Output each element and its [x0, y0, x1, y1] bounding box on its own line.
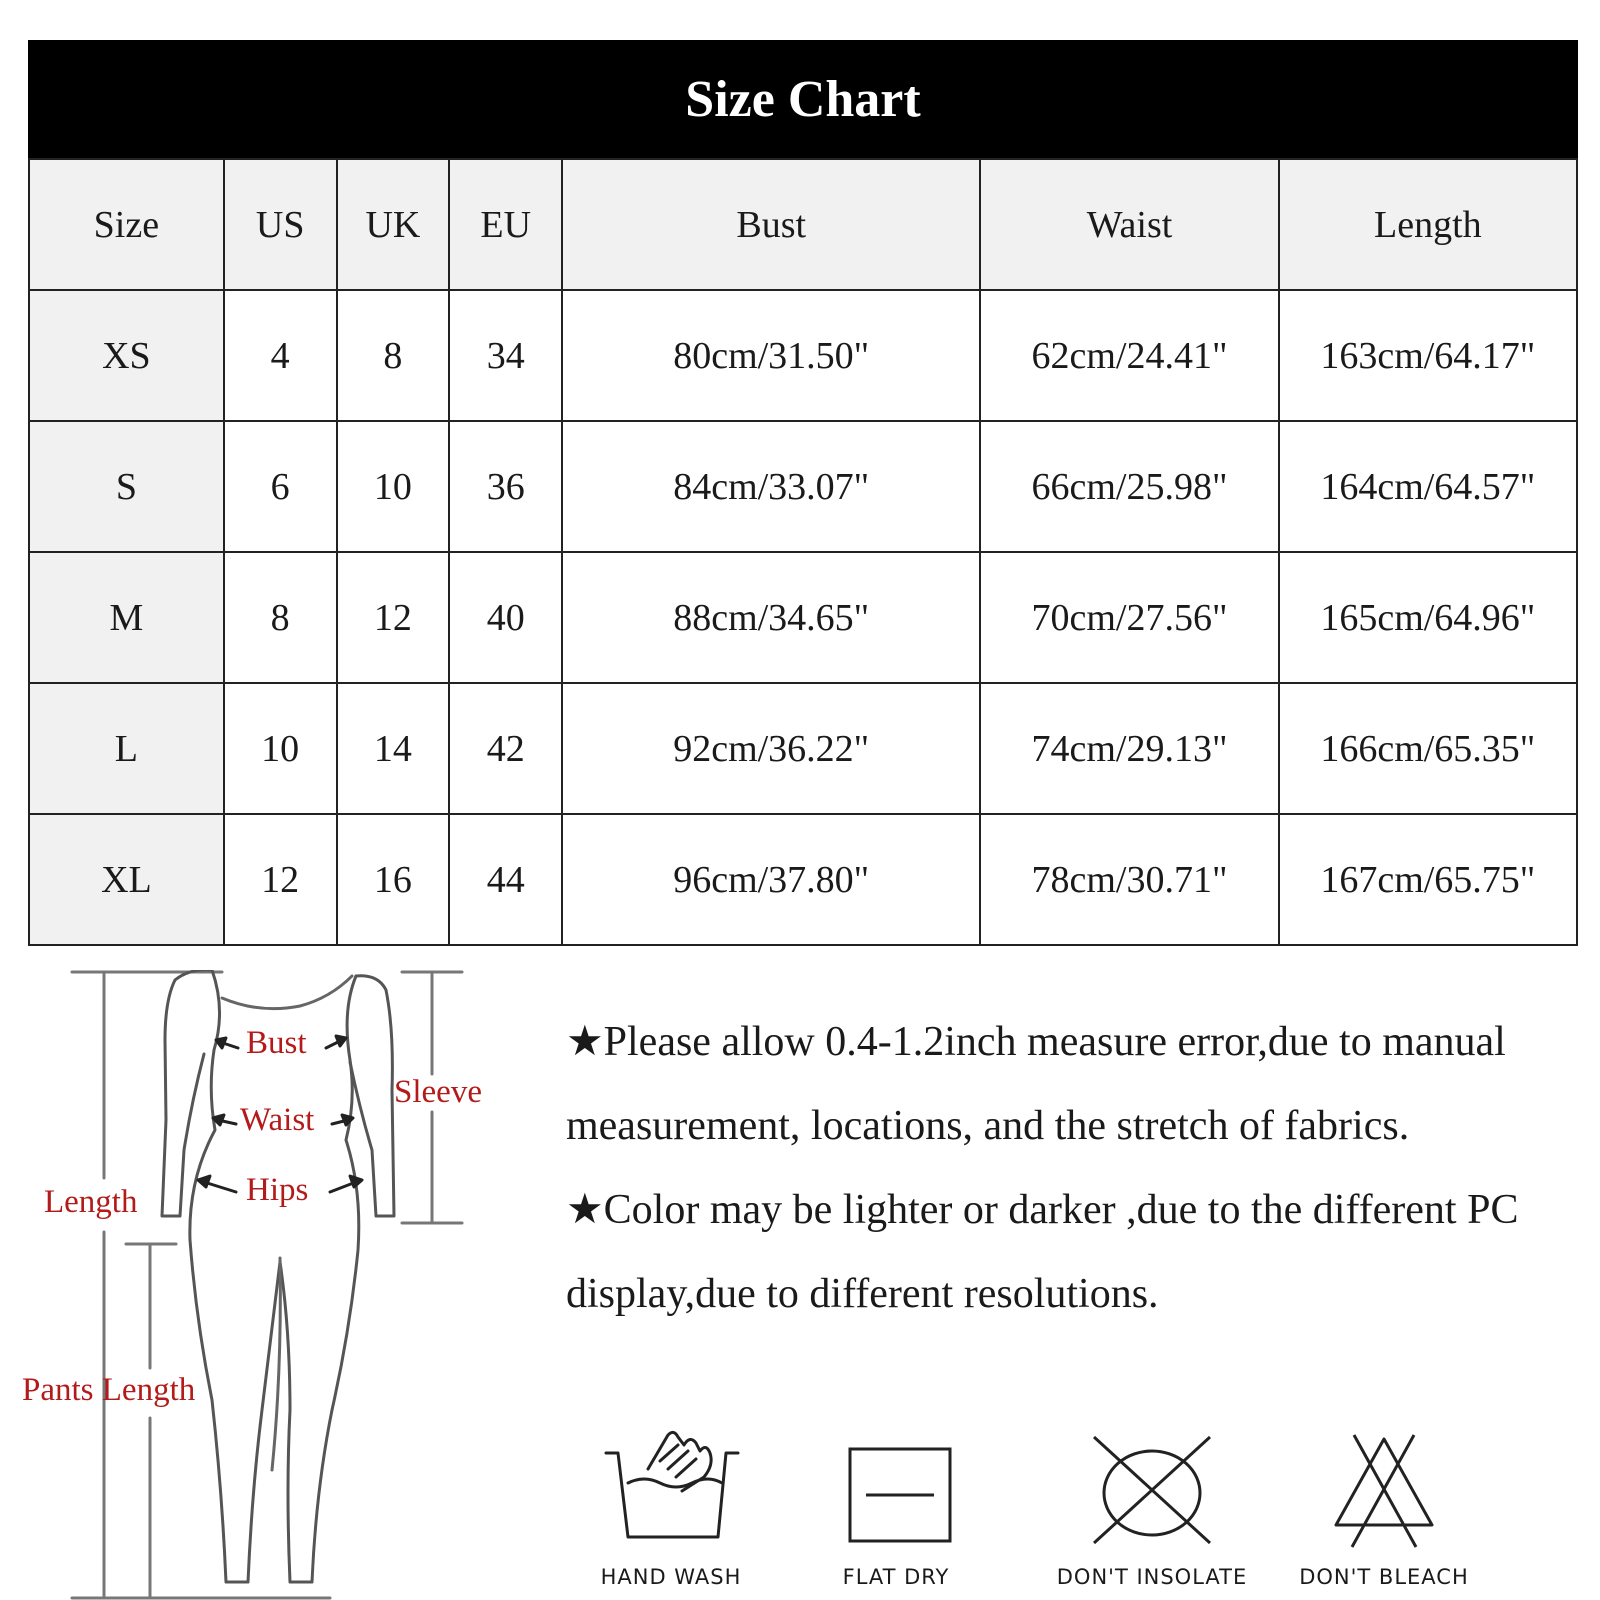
- table-row: [29, 683, 1577, 814]
- size-chart: [28, 40, 1578, 946]
- length-cell: 165cm/64.96": [1279, 552, 1577, 683]
- bust-cell: 88cm/34.65": [562, 552, 980, 683]
- color-note: ★Color may be lighter or darker ,due to the different PC display,due to different resolutions.: [566, 1187, 1519, 1317]
- size-cell: S: [29, 421, 224, 552]
- us-cell: 4: [224, 290, 337, 421]
- bust-label: Bust: [246, 1025, 307, 1061]
- eu-cell: 34: [449, 290, 562, 421]
- header-length: Length: [1279, 159, 1577, 290]
- length-cell: 163cm/64.17": [1279, 290, 1577, 421]
- header-bust: Bust: [562, 159, 980, 290]
- dont-bleach-label: DON'T BLEACH: [1299, 1565, 1469, 1589]
- hand-wash-icon: [586, 1425, 756, 1555]
- eu-cell: 40: [449, 552, 562, 683]
- eu-cell: 42: [449, 683, 562, 814]
- bust-cell: 92cm/36.22": [562, 683, 980, 814]
- header-us: US: [224, 159, 337, 290]
- eu-cell: 36: [449, 421, 562, 552]
- bust-cell: 96cm/37.80": [562, 814, 980, 945]
- waist-cell: 62cm/24.41": [980, 290, 1278, 421]
- table-header-row: [29, 159, 1577, 290]
- header-uk: UK: [337, 159, 450, 290]
- flat-dry-icon: [828, 1425, 964, 1555]
- sleeve-label: Sleeve: [394, 1074, 482, 1110]
- us-cell: 6: [224, 421, 337, 552]
- length-cell: 167cm/65.75": [1279, 814, 1577, 945]
- size-cell: L: [29, 683, 224, 814]
- waist-cell: 74cm/29.13": [980, 683, 1278, 814]
- hips-label: Hips: [246, 1172, 309, 1208]
- bust-cell: 80cm/31.50": [562, 290, 980, 421]
- care-flat-dry: [828, 1425, 964, 1600]
- us-cell: 12: [224, 814, 337, 945]
- eu-cell: 44: [449, 814, 562, 945]
- uk-cell: 16: [337, 814, 450, 945]
- length-label: Length: [44, 1184, 138, 1220]
- size-cell: XL: [29, 814, 224, 945]
- care-dont-bleach: [1284, 1425, 1484, 1600]
- uk-cell: 8: [337, 290, 450, 421]
- uk-cell: 10: [337, 421, 450, 552]
- dont-insolate-icon: [1052, 1425, 1252, 1555]
- table-row: [29, 814, 1577, 945]
- dont-insolate-label: DON'T INSOLATE: [1056, 1565, 1248, 1589]
- table-row: [29, 552, 1577, 683]
- header-size: Size: [29, 159, 224, 290]
- uk-cell: 12: [337, 552, 450, 683]
- header-waist: Waist: [980, 159, 1278, 290]
- table-row: [29, 421, 1577, 552]
- header-eu: EU: [449, 159, 562, 290]
- waist-label: Waist: [240, 1102, 315, 1138]
- measure-error-note: ★Please allow 0.4-1.2inch measure error,due to manual measurement, locations, and the stretch of fabrics.: [566, 1019, 1506, 1149]
- size-table: [28, 158, 1578, 946]
- chart-title: Size Chart: [28, 40, 1578, 158]
- notes: [566, 1000, 1576, 1336]
- dont-bleach-icon: [1284, 1425, 1484, 1555]
- us-cell: 10: [224, 683, 337, 814]
- care-dont-insolate: [1052, 1425, 1252, 1600]
- waist-cell: 70cm/27.56": [980, 552, 1278, 683]
- measurement-figure: [0, 970, 520, 1600]
- size-cell: M: [29, 552, 224, 683]
- uk-cell: 14: [337, 683, 450, 814]
- pants-length-label: Pants Length: [22, 1372, 196, 1408]
- length-cell: 164cm/64.57": [1279, 421, 1577, 552]
- table-row: [29, 290, 1577, 421]
- bust-cell: 84cm/33.07": [562, 421, 980, 552]
- flat-dry-label: FLAT DRY: [842, 1565, 950, 1589]
- care-hand-wash: [586, 1425, 756, 1600]
- body-outline-drawing: [0, 970, 520, 1600]
- hand-wash-label: HAND WASH: [600, 1565, 742, 1589]
- length-cell: 166cm/65.35": [1279, 683, 1577, 814]
- waist-cell: 66cm/25.98": [980, 421, 1278, 552]
- us-cell: 8: [224, 552, 337, 683]
- size-cell: XS: [29, 290, 224, 421]
- waist-cell: 78cm/30.71": [980, 814, 1278, 945]
